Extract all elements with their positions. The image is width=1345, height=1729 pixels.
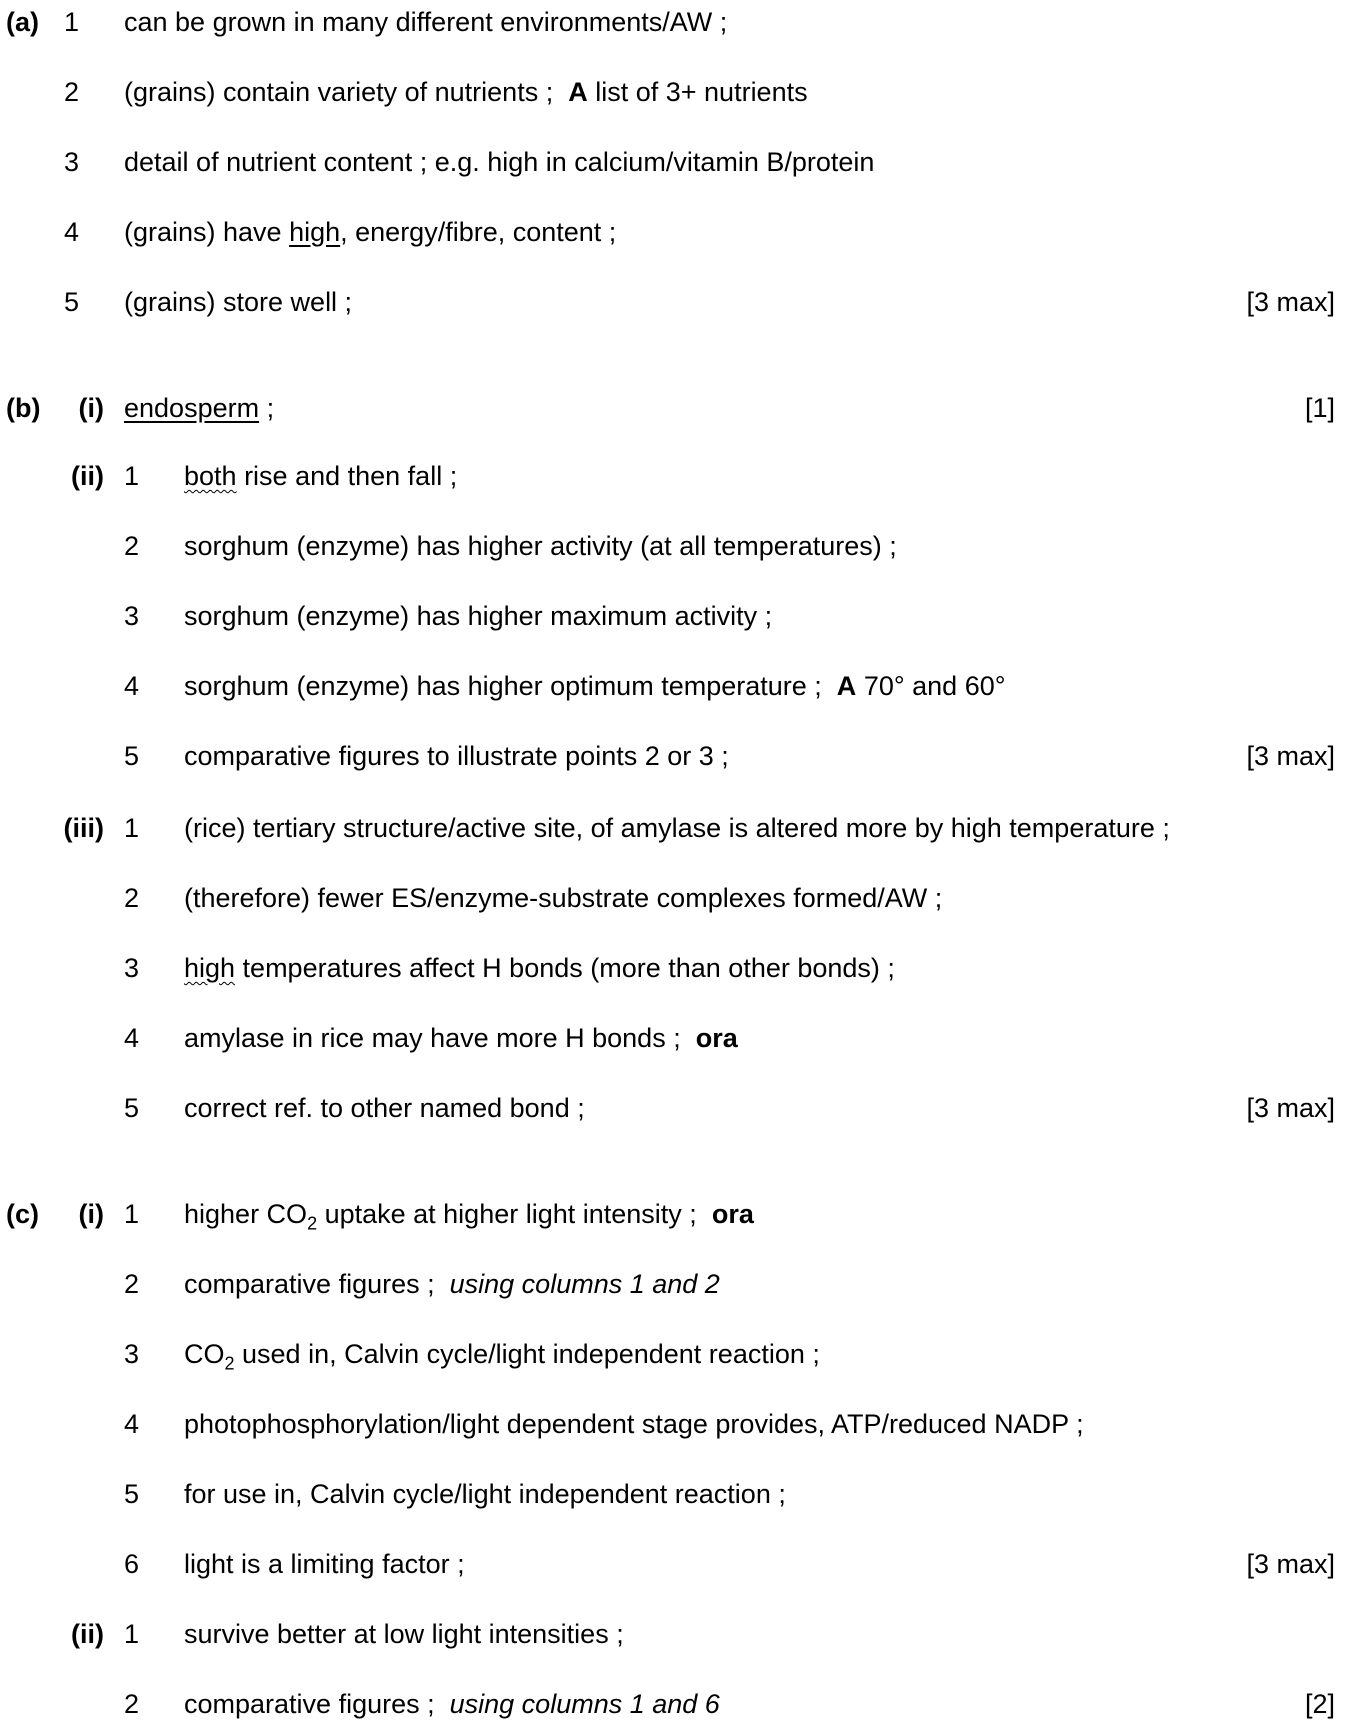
sub-i-label: (i) [78, 1199, 104, 1229]
item-number: 6 [124, 1549, 140, 1579]
item-text: sorghum (enzyme) has higher activity (at all temperatures) ; [184, 531, 897, 561]
item-number: 1 [124, 1199, 140, 1229]
sub-iii-label: (iii) [63, 813, 104, 843]
item-text: for use in, Calvin cycle/light independent reaction ; [184, 1479, 786, 1509]
item-number: 4 [124, 1409, 140, 1439]
c-i-item-1 [0, 1194, 1345, 1234]
item-text: photophosphorylation/light dependent stage provides, ATP/reduced NADP ; [184, 1409, 1084, 1439]
item-text: (grains) contain variety of nutrients ; A list of 3+ nutrients [124, 77, 808, 107]
c-i-item-4 [0, 1404, 1345, 1444]
item-number: 1 [124, 813, 140, 843]
part-c-label: (c) [6, 1199, 39, 1229]
item-text: (therefore) fewer ES/enzyme-substrate complexes formed/AW ; [184, 883, 943, 913]
c-i-item-5 [0, 1474, 1345, 1514]
item-text: sorghum (enzyme) has higher maximum activity ; [184, 601, 773, 631]
item-number: 5 [124, 741, 140, 771]
a-item-1 [0, 2, 1345, 42]
b-ii-item-4 [0, 666, 1345, 706]
part-b-label: (b) [6, 393, 41, 423]
c-ii-item-2 [0, 1684, 1345, 1724]
item-number: 1 [64, 7, 80, 37]
item-number: 4 [124, 671, 140, 701]
item-text: (grains) have high, energy/fibre, content ; [124, 217, 617, 247]
c-i-item-6 [0, 1544, 1345, 1584]
item-text: correct ref. to other named bond ; [184, 1093, 585, 1123]
a-item-4 [0, 212, 1345, 252]
item-number: 5 [64, 287, 80, 317]
b-ii-item-3 [0, 596, 1345, 636]
b-iii-item-3 [0, 948, 1345, 988]
item-text: light is a limiting factor ; [184, 1549, 465, 1579]
item-text: can be grown in many different environments/AW ; [124, 7, 728, 37]
sub-ii-label: (ii) [71, 461, 104, 491]
item-number: 3 [124, 601, 140, 631]
marks: [1] [1304, 393, 1335, 423]
item-number: 2 [124, 883, 140, 913]
item-text: detail of nutrient content ; e.g. high in calcium/vitamin B/protein [124, 147, 875, 177]
a-item-5 [0, 282, 1345, 322]
sub-ii-label: (ii) [71, 1619, 104, 1649]
a-item-3 [0, 142, 1345, 182]
item-text: amylase in rice may have more H bonds ; ora [184, 1023, 738, 1053]
c-i-item-2 [0, 1264, 1345, 1304]
marks: [3 max] [1246, 1093, 1335, 1123]
b-i [0, 388, 1345, 428]
item-number: 5 [124, 1093, 140, 1123]
item-text: higher $CO_2$ uptake at higher light intensity ; ora [184, 1199, 754, 1234]
item-number: 2 [64, 77, 80, 107]
item-text: endosperm ; [124, 393, 275, 423]
marks: [2] [1304, 1689, 1335, 1719]
item-number: 1 [124, 461, 140, 491]
item-number: 1 [124, 1619, 140, 1649]
b-iii-item-4 [0, 1018, 1345, 1058]
item-number: 4 [124, 1023, 140, 1053]
marks: [3 max] [1246, 287, 1335, 317]
item-text: high temperatures affect H bonds (more than other bonds) ; [184, 953, 895, 983]
item-text: $CO_2$ used in, Calvin cycle/light independent reaction ; [184, 1339, 820, 1374]
item-number: 3 [64, 147, 80, 177]
a-item-2 [0, 72, 1345, 112]
item-number: 3 [124, 1339, 140, 1369]
item-number: 3 [124, 953, 140, 983]
sub-i-label: (i) [78, 393, 104, 423]
item-number: 5 [124, 1479, 140, 1509]
item-text: comparative figures ; using columns 1 and 6 [184, 1689, 720, 1719]
item-number: 2 [124, 1269, 140, 1299]
b-iii-item-1 [0, 808, 1345, 848]
b-ii-item-2 [0, 526, 1345, 566]
b-ii-item-1 [0, 456, 1345, 496]
item-number: 2 [124, 1689, 140, 1719]
item-text: both rise and then fall ; [184, 461, 458, 491]
item-text: sorghum (enzyme) has higher optimum temperature ; A 70° and 60° [184, 671, 1006, 701]
item-text: (rice) tertiary structure/active site, of amylase is altered more by high temperature ; [184, 813, 1170, 843]
item-text: survive better at low light intensities ; [184, 1619, 624, 1649]
item-number: 2 [124, 531, 140, 561]
marks: [3 max] [1246, 1549, 1335, 1579]
item-text: comparative figures to illustrate points 2 or 3 ; [184, 741, 729, 771]
b-iii-item-2 [0, 878, 1345, 918]
c-i-item-3 [0, 1334, 1345, 1374]
item-text: comparative figures ; using columns 1 and 2 [184, 1269, 720, 1299]
marks: [3 max] [1246, 741, 1335, 771]
b-iii-item-5 [0, 1088, 1345, 1128]
item-number: 4 [64, 217, 80, 247]
c-ii-item-1 [0, 1614, 1345, 1654]
part-a-label: (a) [6, 7, 39, 37]
item-text: (grains) store well ; [124, 287, 353, 317]
b-ii-item-5 [0, 736, 1345, 776]
